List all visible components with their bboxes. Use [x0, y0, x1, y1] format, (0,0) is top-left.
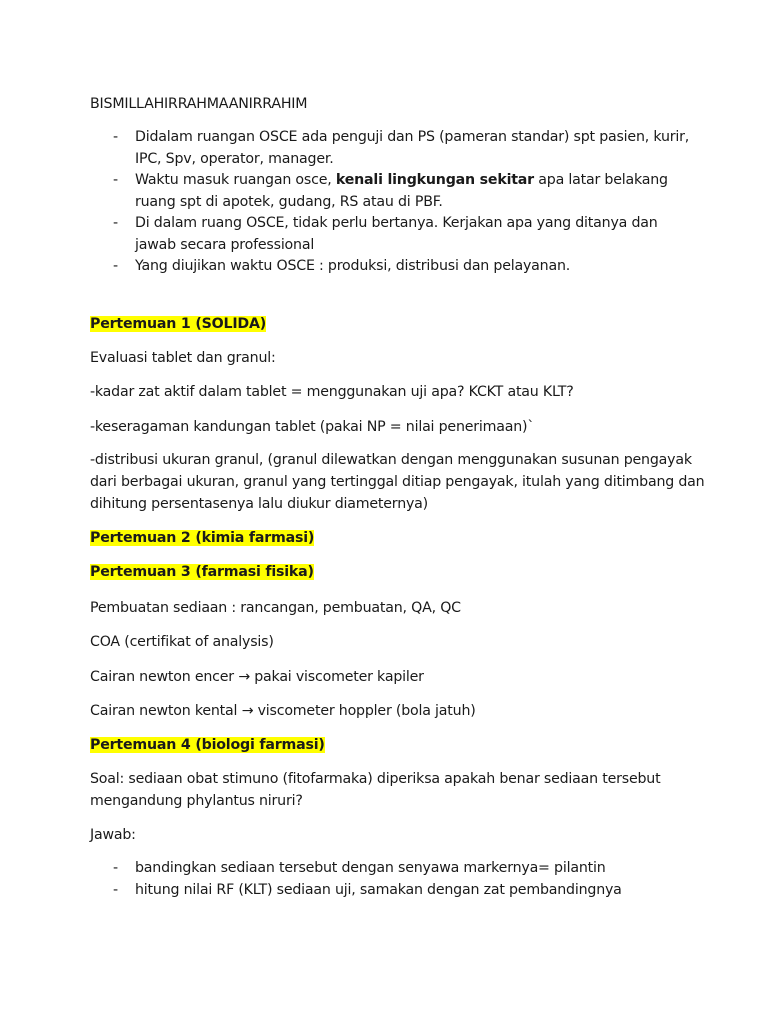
jawab-label: Jawab:: [90, 827, 136, 843]
list-item: [0, 213, 768, 256]
list-item-text: apa latar belakang: [533, 172, 668, 188]
list-item-line: ruang spt di apotek, gudang, RS atau di PBF.: [135, 193, 443, 210]
list-item: [0, 127, 768, 170]
dash-bullet: -: [113, 258, 118, 274]
list-item-line: IPC, Spv, operator, manager.: [135, 150, 334, 167]
right-arrow-icon: →: [241, 703, 254, 719]
list-item-line: hitung nilai RF (KLT) sediaan uji, samakan dengan zat pembandingnya: [135, 881, 622, 898]
section-title-pertemuan-3: Pertemuan 3 (farmasi fisika): [90, 564, 314, 580]
section-title-pertemuan-1: Pertemuan 1 (SOLIDA): [90, 316, 267, 332]
kadar-text: -kadar zat aktif dalam tablet = menggunakan uji apa? KCKT atau KLT?: [90, 384, 574, 400]
list-item: [0, 256, 768, 278]
cairan-encer-text: Cairan newton encer → pakai viscometer kapiler: [90, 669, 424, 685]
document-heading: BISMILLAHIRRAHMAANIRRAHIM: [90, 96, 308, 112]
list-item-line: jawab secara professional: [135, 236, 315, 253]
list-item-line: Di dalam ruang OSCE, tidak perlu bertanya. Kerjakan apa yang ditanya dan: [135, 215, 658, 231]
evaluasi-label: Evaluasi tablet dan granul:: [90, 350, 276, 366]
list-item-text: Waktu masuk ruangan osce,: [135, 172, 336, 188]
dash-bullet: -: [113, 172, 118, 188]
list-item-line: bandingkan sediaan tersebut dengan senyawa markernya= pilantin: [135, 860, 606, 876]
answer-list: [0, 858, 768, 901]
list-item: [0, 880, 768, 902]
list-item-line: Yang diujikan waktu OSCE : produksi, distribusi dan pelayanan.: [135, 258, 571, 274]
emphasis-text: kenali lingkungan sekitar: [335, 172, 534, 188]
keseragaman-text: -keseragaman kandungan tablet (pakai NP = nilai penerimaan)`: [90, 419, 535, 435]
list-item: [0, 170, 768, 213]
list-item-line: Didalam ruangan OSCE ada penguji dan PS (pameran standar) spt pasien, kurir,: [135, 129, 690, 145]
cairan-kental-text: Cairan newton kental → viscometer hoppler (bola jatuh): [90, 703, 476, 719]
section-title-pertemuan-2: Pertemuan 2 (kimia farmasi): [90, 530, 315, 546]
distribusi-paragraph: -distribusi ukuran granul, (granul dilewatkan dengan menggunakan susunan pengayak dari berbagai ukuran, granul yang tertinggal ditiap pengayak, itulah yang ditimbang dan dihitung persentasenya lalu diukur diameternya): [90, 452, 705, 512]
section-title-pertemuan-4: Pertemuan 4 (biologi farmasi): [90, 737, 325, 753]
dash-bullet: -: [113, 881, 118, 898]
pembuatan-text: Pembuatan sediaan : rancangan, pembuatan, QA, QC: [90, 600, 461, 616]
dash-bullet: -: [113, 860, 118, 876]
list-item: [0, 858, 768, 880]
dash-bullet: -: [113, 129, 118, 145]
soal-paragraph: Soal: sediaan obat stimuno (fitofarmaka) diperiksa apakah benar sediaan tersebut mengandung phylantus niruri?: [90, 771, 661, 809]
intro-list: [0, 127, 768, 278]
right-arrow-icon: →: [238, 669, 250, 685]
dash-bullet: -: [113, 215, 118, 231]
coa-text: COA (certifikat of analysis): [90, 634, 274, 650]
